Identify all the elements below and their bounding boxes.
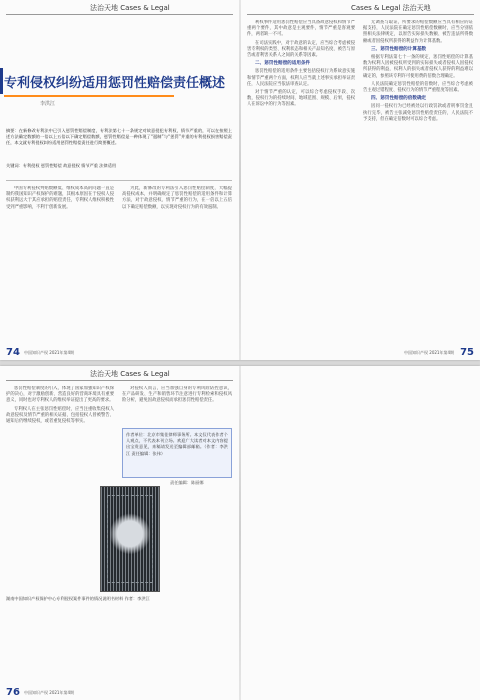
body-paragraph: 因同一侵权行为已经被处以行政罚款或者刑事罚金且执行完毕，被告主张减免惩罚性赔偿责任的，人民法院不予支持，但在确定倍数时可以综合考虑。 [363, 104, 473, 122]
body-column-2 [363, 20, 473, 335]
header-rule [6, 14, 233, 15]
body-paragraph: 对于情节严重的认定，可以综合考虑侵权手段、次数，侵权行为的持续时间、地域范围、规模、后果，侵权人在诉讼中的行为等因素。 [247, 90, 355, 108]
body-paragraph: 无调查与取证，所要求的赔偿数额应当具有相应的证据支持，人民法院在确定惩罚性赔偿数额时，应当分别依照相关法律规定，以原告实际损失数额、被告违法所得数额或者因侵权所获得的利益作为计算基数。 [363, 20, 473, 44]
page-number: 75 [460, 347, 474, 358]
title-accent-bar [0, 68, 3, 94]
body-paragraph: 对侵权人而言，应当加强自身的专利风险防控意识，在产品研发、生产和销售环节注意进行专利检索和侵权风险分析，避免因故意侵权而承担惩罚性赔偿责任。 [122, 386, 232, 404]
article-abstract: 摘要：在新修改专利法中已引入惩罚性赔偿制度，专利法第七十一条规定对故意侵犯专利权，情节严重的，可以在按照上述方法确定数额的一倍以上五倍以下确定赔偿数额，惩罚性赔偿是一种体现了“遏制”与“惩罚”并重的专利侵权损害赔偿责任，本文就专利侵权纠纷适用惩罚性赔偿责任进行简要概述。 [6, 128, 232, 145]
running-head: 法治天地 Cases & Legal [90, 4, 170, 12]
artwork-frame [107, 495, 153, 583]
body-paragraph: 惩罚性赔偿制度的引入，体现了国家加强知识产权保护的决心，对于激励创新、营造良好的营商环境具有重要意义，同时也对专利权人的维权举证提出了更高的要求。 [6, 386, 114, 404]
blank-page [241, 366, 480, 700]
title-underline [4, 95, 174, 97]
page-footer: 中国知识产权 2021年第4期 [404, 350, 454, 355]
abstract-divider [6, 180, 232, 181]
section-heading: 三、惩罚性赔偿的计算基数 [371, 46, 427, 52]
body-paragraph: 中国专利侵权判赔数额低、维权成本高的问题一直是制约我国知识产权保护的难题，其根本原因在于侵权人侵权获利远大于其应承担的赔偿责任，专利权人维权积极性受到严重影响，不利于创新发展。 [6, 186, 114, 210]
page-footer: 中国知识产权 2021年第4期 [24, 350, 74, 355]
page-number: 74 [6, 347, 20, 358]
body-paragraph: 在司法实践中，对于故意的认定，应当综合考虑被侵害专利权的类型、权利状态和相关产品知名度、被告与原告或者利害关系人之间的关系等因素。 [247, 40, 355, 59]
body-column-2 [122, 186, 232, 336]
article-keywords: 关键词：专利侵权 惩罚性赔偿 故意侵权 情节严重 法律适用 [6, 163, 117, 168]
body-paragraph: 为此，新修改的专利法引入惩罚性赔偿制度，大幅提高侵权成本，并明确规定了惩罚性赔偿的适用条件和计算方法，对于故意侵权、情节严重的行为，在一倍以上五倍以下确定赔偿数额，以实现对侵权行为的有效遏制。 [122, 186, 232, 210]
body-paragraph: 根据专利法第七十一条的规定，惩罚性赔偿的计算基数为权利人因被侵权所受到的实际损失或者侵权人因侵权所获得的利益，权利人的损失或者侵权人获得的利益难以确定的，参照该专利许可使用费的倍数合理确定。 [363, 55, 473, 79]
article-author: 李洪江 [40, 101, 56, 107]
magazine-spread-bottom [0, 366, 480, 700]
body-paragraph: 专利权人在主张惩罚性赔偿时，应当注重收集侵权人故意侵权及情节严重的相关证据，包括侵权人曾被警告、通知后仍继续侵权，或者重复侵权等事实。 [6, 406, 114, 425]
image-caption: 湖南中国知识产权保护中心专利侵权案件事件的情况说明书材料 作者：李洪江 [6, 596, 150, 601]
body-column-1 [6, 386, 114, 476]
header-rule [6, 380, 233, 381]
page-footer: 中国知识产权 2021年第4期 [24, 690, 74, 695]
page-76 [0, 366, 239, 700]
running-head: 法治天地 Cases & Legal [90, 370, 170, 378]
body-column-1 [6, 186, 114, 336]
body-column-2 [122, 386, 232, 426]
section-heading: 二、惩罚性赔偿的适用条件 [255, 61, 311, 67]
editor-signature: 责任编辑：陈丽娜 [170, 480, 204, 485]
article-title: 专利侵权纠纷适用惩罚性赔偿责任概述 [4, 76, 226, 91]
author-note-box: 作者单位：北京市集佳律师事务所。本文仅代表作者个人观点，不代表本刊立场。欢迎广大读者对本文内容提出宝贵意见，来稿请发送至编辑部邮箱。（作者：李洪江 责任编辑：张伟） [122, 428, 232, 478]
header-rule [247, 14, 474, 15]
page-74 [0, 0, 239, 360]
page-75 [241, 0, 480, 360]
artwork-image [100, 486, 160, 592]
running-head: Cases & Legal 法治天地 [351, 4, 431, 12]
body-paragraph: 惩罚性赔偿的适用条件主要包括侵权行为系故意实施和情节严重两个方面，权利人应当就上述事实承担举证责任，人民法院应当依法审查认定。 [247, 69, 355, 87]
body-paragraph: 人民法院确定惩罚性赔偿的倍数时，应当综合考虑被告主观过错程度、侵权行为的情节严重程度等因素。 [363, 81, 473, 94]
body-column-1 [247, 20, 355, 335]
body-paragraph: 利权事件适用惩罚性赔偿应当具备故意侵权和情节严重两个要件，其中故意是主观要件，情节严重是客观要件，两者缺一不可。 [247, 20, 355, 38]
section-heading: 四、惩罚性赔偿的倍数确定 [371, 96, 427, 102]
page-number: 76 [6, 687, 20, 698]
